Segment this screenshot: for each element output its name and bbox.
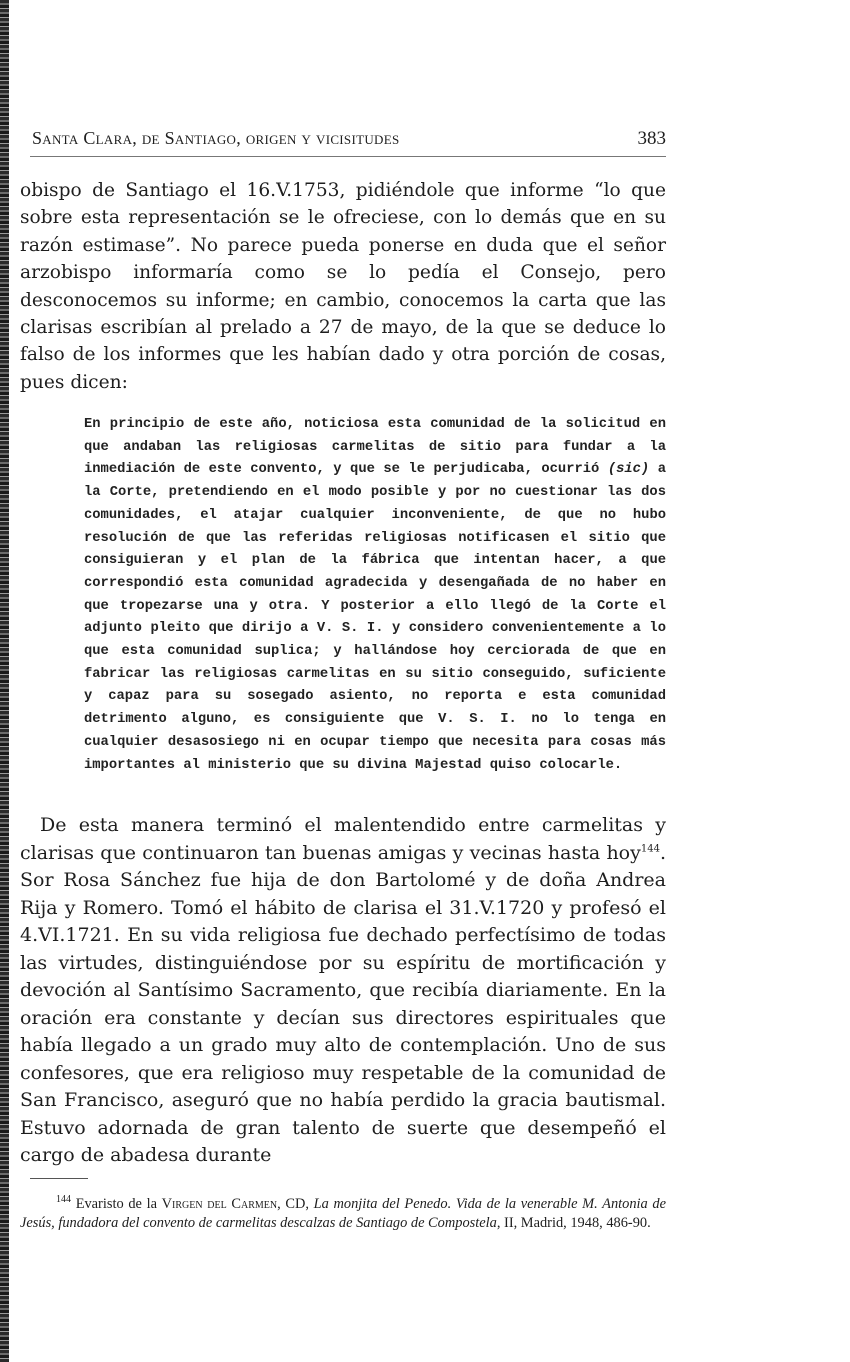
footnote-author-smallcaps: Virgen del Carmen xyxy=(161,1196,278,1212)
footnote-publication: , II, Madrid, 1948, 486-90. xyxy=(496,1214,651,1231)
footnote-rule xyxy=(30,1178,88,1179)
footnote-number: 144 xyxy=(56,1194,71,1206)
header-rule xyxy=(30,156,666,157)
footnote-reference: 144 xyxy=(640,843,660,855)
body-paragraph-1: obispo de Santiago el 16.V.1753, pidiéndole que informe “lo que sobre esta representación se le ofreciese, con lo demás que en su razón estimase”. No parece pueda ponerse en duda que el señor arzobispo informaría como se lo pedía el Consejo, pero desconocemos su informe; en cambio, conocemos la carta que las clarisas escribían al prelado a 27 de mayo, de la que se deduce lo falso de los informes que les habían dado y otra porción de cosas, pues dicen: xyxy=(20,180,666,393)
footnote-author: Evaristo de la xyxy=(75,1196,162,1212)
footnote-title: La monjita del Penedo. Vida de la venerable M. Antonia de Jesús, fundadora del convento de carmelitas descalzas de Santiago de Compostela xyxy=(20,1196,666,1231)
body-paragraph-2-text-1: De esta manera terminó el malentendido entre carmelitas y clarisas que continuaron tan buenas amigas y vecinas hasta hoy xyxy=(20,814,666,864)
body-paragraph-2 xyxy=(20,812,666,1170)
quote-text-1: En principio de este año, noticiosa esta comunidad de la solicitud en que andaban las religiosas carmelitas de sitio para fundar a la inmediación de este convento, y que se le perjudicaba, ocurrió xyxy=(84,417,666,478)
quote-sic: (sic) xyxy=(607,462,650,478)
page-number: 383 xyxy=(637,128,666,149)
footnote-author-suffix: , CD, xyxy=(277,1196,314,1212)
running-title: Santa Clara, de Santiago, origen y vicisitudes xyxy=(32,128,400,148)
block-quote xyxy=(84,414,666,777)
book-binding-edge xyxy=(0,0,9,1362)
quote-text-2: a la Corte, pretendiendo en el modo posible y por no cuestionar las dos comunidades, el atajar cualquier inconveniente, de que no hubo resolución de que las referidas religiosas notificasen el sitio que consiguieran y el plan de la fábrica que intentan hacer, a que correspondió esta comunidad agradecida y desengañada de no haber en que tropezarse una y otra. Y posterior a ello llegó de la Corte el adjunto pleito que dirijo a V. S. I. y considero convenientemente a lo que esta comunidad suplica; y hallándose hoy cerciorada de que en fabricar las religiosas carmelitas en su sitio conseguido, suficiente y capaz para su sosegado asiento, no reporta e esta comunidad detrimento alguno, es consiguiente que V. S. I. no lo tenga en cualquier desasosiego ni en ocupar tiempo que necesita para cosas más importantes al ministerio que su divina Majestad quiso colocarle. xyxy=(84,462,666,773)
footnote xyxy=(20,1195,666,1232)
body-paragraph-2-text-2: . Sor Rosa Sánchez fue hija de don Bartolomé y de doña Andrea Rija y Romero. Tomó el hábito de clarisa el 31.V.1720 y profesó el 4.VI.1721. En su vida religiosa fue dechado perfectísimo de todas las virtudes, distinguiéndose por su espíritu de mortificación y devoción al Santísimo Sacramento, que recibía diariamente. En la oración era constante y decían sus directores espirituales que había llegado a un grado muy alto de contemplación. Uno de sus confesores, que era religioso muy respetable de la comunidad de San Francisco, aseguró que no había perdido la gracia bautismal. Estuvo adornada de gran talento de suerte que desempeñó el cargo de abadesa durante xyxy=(20,841,666,1166)
running-header xyxy=(32,128,666,150)
